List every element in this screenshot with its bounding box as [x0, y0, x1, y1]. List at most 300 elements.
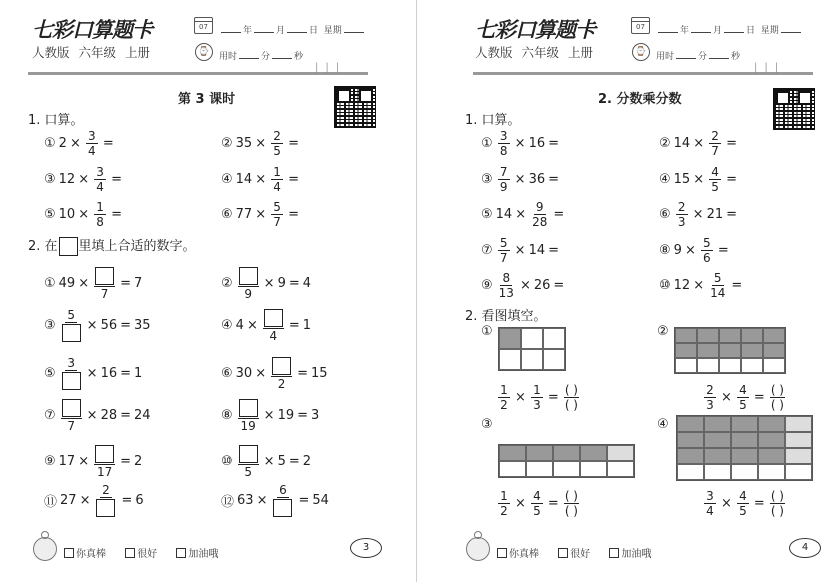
grid-cell: [758, 416, 785, 432]
denominator[interactable]: [95, 498, 116, 518]
grid-cell: [763, 328, 785, 343]
text: 19: [277, 407, 295, 423]
operator: =: [120, 453, 132, 469]
answer-fraction[interactable]: [564, 383, 579, 412]
calc-item: [221, 197, 302, 231]
text: ①: [44, 275, 56, 291]
numerator: 5: [65, 308, 77, 323]
calendar-icon: 07: [631, 17, 650, 34]
fraction: [86, 129, 98, 158]
numerator: 3: [86, 129, 98, 144]
operator: ×: [514, 135, 526, 151]
operator: =: [297, 407, 309, 423]
numerator: 1: [531, 383, 543, 398]
text: ④: [221, 171, 233, 187]
fraction: [94, 200, 106, 229]
denominator: 8: [96, 214, 104, 229]
operator: ×: [263, 407, 275, 423]
mascot-icon: [33, 537, 57, 561]
operator: ×: [86, 317, 98, 333]
denominator: 7: [499, 250, 508, 265]
answer-box[interactable]: [272, 357, 291, 375]
text: ③: [44, 171, 56, 187]
grid-cell: [785, 464, 812, 480]
grid-cell: [785, 448, 812, 464]
operator: ×: [246, 317, 258, 333]
fraction: [238, 398, 259, 433]
text: 5: [277, 453, 286, 469]
text: 24: [134, 407, 151, 423]
text: 21: [706, 206, 724, 222]
calc-item: [44, 162, 125, 196]
figure-equation: [496, 486, 581, 520]
text: ⑦: [44, 407, 56, 423]
fill-item: [44, 305, 151, 345]
grid-cell: [499, 328, 521, 349]
fraction: [498, 165, 510, 194]
area-model-grid: [676, 415, 813, 481]
numerator[interactable]: [238, 444, 259, 465]
grid-cell: [543, 349, 565, 370]
clock-icon: ⌚: [195, 43, 213, 61]
grid-cell: [543, 328, 565, 349]
denominator[interactable]: ( ): [564, 397, 578, 412]
text: 14: [528, 242, 546, 258]
answer-box[interactable]: [239, 267, 258, 285]
denominator: 7: [100, 286, 109, 301]
numerator: 2: [709, 129, 721, 144]
grid-cell: [677, 432, 704, 448]
grid-cell: [785, 432, 812, 448]
numerator: 2: [100, 483, 112, 498]
numerator: 6: [277, 483, 289, 498]
fraction: [61, 308, 82, 343]
denominator: 3: [677, 214, 686, 229]
self-rating[interactable]: 你真棒 很好 加油哦: [497, 545, 667, 560]
operator: =: [120, 407, 132, 423]
denominator: 3: [533, 397, 541, 412]
text: ⑩: [659, 277, 671, 293]
denominator: 5: [739, 397, 747, 412]
operator: =: [288, 135, 300, 151]
denominator: 14: [710, 285, 726, 300]
fraction: [94, 266, 115, 301]
fraction: [709, 271, 726, 300]
numerator[interactable]: ( ): [770, 488, 784, 503]
numerator: 7: [498, 165, 510, 180]
grid-cell: [731, 464, 758, 480]
operator: ×: [69, 135, 81, 151]
grid-cell: [580, 445, 607, 461]
numerator[interactable]: [94, 444, 115, 465]
fraction: [61, 356, 82, 391]
page-number: 4: [789, 538, 821, 558]
fraction: [498, 383, 510, 412]
qr-code[interactable]: [773, 88, 815, 130]
text: 30: [235, 365, 253, 381]
text: 14: [495, 206, 513, 222]
calc-item: [44, 126, 117, 160]
time-line[interactable]: 用时 分 秒: [656, 52, 741, 62]
denominator[interactable]: [272, 498, 293, 518]
denominator: 9: [244, 286, 252, 301]
denominator: 4: [88, 143, 96, 158]
text: ⑩: [221, 453, 233, 469]
text: 12: [673, 277, 691, 293]
operator: =: [731, 277, 743, 293]
denominator: 5: [533, 503, 541, 518]
numerator[interactable]: ( ): [564, 382, 578, 397]
fraction: [498, 129, 510, 158]
figure-equation: [702, 486, 787, 520]
text: 3: [311, 407, 320, 423]
operator: =: [753, 389, 765, 405]
fraction: [498, 489, 510, 518]
numerator: 2: [271, 129, 283, 144]
answer-box[interactable]: [96, 499, 115, 517]
operator: =: [102, 135, 114, 151]
numerator: 1: [498, 489, 510, 504]
operator: =: [553, 206, 565, 222]
denominator: 5: [739, 503, 747, 518]
figure-number: ②: [657, 323, 669, 339]
numerator[interactable]: [61, 398, 82, 419]
grid-cell: [719, 358, 741, 373]
operator: ×: [79, 492, 91, 508]
text: ⑤: [44, 365, 56, 381]
operator: ×: [684, 242, 696, 258]
numerator: 8: [500, 271, 512, 286]
right-page: [417, 0, 833, 582]
q1-label: 1. 口算。: [28, 113, 84, 128]
numerator: 4: [737, 489, 749, 504]
grid-cell: [499, 461, 526, 477]
denominator: 5: [244, 464, 252, 479]
text: ⑧: [659, 242, 671, 258]
answer-box[interactable]: [239, 445, 258, 463]
fraction: [701, 236, 713, 265]
text: 4: [235, 317, 244, 333]
operator: ×: [78, 453, 90, 469]
text: 56: [100, 317, 118, 333]
fraction: [272, 483, 293, 518]
fraction: [271, 165, 283, 194]
fraction: [61, 398, 82, 433]
text: ⑧: [221, 407, 233, 423]
denominator: 2: [277, 376, 286, 391]
numerator: 1: [498, 383, 510, 398]
text: 6: [135, 492, 144, 508]
operator: =: [547, 389, 559, 405]
fill-item: [44, 395, 151, 435]
text: 49: [58, 275, 76, 291]
fill-item: [221, 441, 311, 481]
grid-cell: [704, 432, 731, 448]
answer-box[interactable]: [62, 399, 81, 417]
calc-item: [481, 233, 562, 267]
operator: ×: [693, 277, 705, 293]
operator: =: [717, 242, 729, 258]
grid-cell: [607, 445, 634, 461]
text: ⑦: [481, 242, 493, 258]
text: ①: [481, 135, 493, 151]
grid-cell: [719, 343, 741, 358]
fraction: [271, 356, 292, 391]
operator: =: [726, 171, 738, 187]
numerator: 5: [271, 200, 283, 215]
fill-item: [44, 441, 142, 481]
answer-box[interactable]: [62, 372, 81, 390]
operator: ×: [78, 275, 90, 291]
operator: =: [288, 453, 300, 469]
fraction: [238, 266, 259, 301]
figure-number: ①: [481, 323, 493, 339]
text: 14: [235, 171, 253, 187]
operator: ×: [721, 495, 732, 511]
answer-box[interactable]: [264, 309, 283, 327]
text: ⑤: [481, 206, 493, 222]
numerator: 1: [271, 165, 283, 180]
grid-cell: [785, 416, 812, 432]
numerator[interactable]: [271, 356, 292, 377]
answer-box[interactable]: [95, 267, 114, 285]
denominator: 4: [96, 179, 104, 194]
grid-cell: [704, 448, 731, 464]
text: 2: [134, 453, 143, 469]
mascot-icon: [466, 537, 490, 561]
denominator[interactable]: ( ): [770, 503, 784, 518]
denominator: 7: [273, 214, 281, 229]
grid-cell: [731, 448, 758, 464]
calc-item: [659, 126, 740, 160]
figure-number: ③: [481, 416, 493, 432]
grid-cell: [758, 464, 785, 480]
grid-cell: [763, 358, 785, 373]
fill-item: [221, 305, 311, 345]
grid-cell: [704, 416, 731, 432]
calc-item: [659, 162, 740, 196]
grid-cell: [731, 432, 758, 448]
denominator: 5: [273, 143, 281, 158]
operator: ×: [78, 171, 90, 187]
operator: ×: [693, 171, 705, 187]
text: ①: [44, 135, 56, 151]
text: 27: [60, 492, 77, 508]
fraction: [676, 200, 688, 229]
operator: =: [120, 275, 132, 291]
numerator[interactable]: [263, 308, 284, 329]
page-title: 2. 分数乘分数: [598, 92, 682, 107]
numerator: 5: [712, 271, 724, 286]
operator: ×: [255, 206, 267, 222]
text: 2: [58, 135, 67, 151]
operator: =: [120, 365, 132, 381]
header-ticks: │││: [314, 64, 346, 74]
text: 1: [302, 317, 312, 333]
fraction: [498, 271, 515, 300]
grid-cell: [675, 343, 697, 358]
grid-cell: [677, 448, 704, 464]
operator: =: [120, 317, 132, 333]
operator: =: [553, 277, 565, 293]
grid-cell: [677, 416, 704, 432]
fraction: [94, 444, 115, 479]
text: ⑤: [44, 206, 56, 222]
fill-item: [44, 480, 144, 520]
text: 9: [673, 242, 682, 258]
operator: ×: [255, 135, 267, 151]
text: 77: [235, 206, 253, 222]
text: 26: [533, 277, 551, 293]
denominator: 3: [706, 397, 714, 412]
fraction: [531, 200, 548, 229]
fill-item: [44, 353, 142, 393]
edition-line: 人教版 六年级 上册: [475, 45, 594, 60]
denominator: 9: [499, 179, 508, 194]
numerator: 3: [704, 489, 716, 504]
text: ⑫: [221, 494, 235, 510]
grid-cell: [731, 416, 758, 432]
grid-cell: [697, 328, 719, 343]
numerator[interactable]: ( ): [770, 382, 784, 397]
text: ②: [659, 135, 671, 151]
answer-box[interactable]: [273, 499, 292, 517]
fraction: [238, 444, 259, 479]
denominator: 8: [499, 143, 508, 158]
numerator[interactable]: ( ): [564, 488, 578, 503]
grid-cell: [741, 358, 763, 373]
grid-cell: [526, 445, 553, 461]
text: ②: [221, 275, 233, 291]
denominator[interactable]: ( ): [770, 397, 784, 412]
numerator: 5: [498, 236, 510, 251]
operator: ×: [721, 389, 732, 405]
denominator: 2: [500, 397, 508, 412]
text: 35: [134, 317, 151, 333]
calc-item: [481, 162, 562, 196]
answer-fraction[interactable]: [770, 383, 785, 412]
numerator: 1: [94, 200, 106, 215]
numerator[interactable]: [238, 398, 259, 419]
self-rating[interactable]: 你真棒 很好 加油哦: [64, 545, 234, 560]
text: 28: [100, 407, 118, 423]
operator: =: [297, 365, 309, 381]
operator: ×: [86, 365, 98, 381]
fraction: [709, 165, 721, 194]
numerator[interactable]: [94, 266, 115, 287]
operator: ×: [692, 206, 704, 222]
text: ⑥: [659, 206, 671, 222]
text: ③: [481, 171, 493, 187]
denominator[interactable]: [61, 371, 82, 391]
grid-cell: [677, 464, 704, 480]
text: ⑪: [44, 494, 58, 510]
time-line[interactable]: 用时 分 秒: [219, 52, 304, 62]
text: ④: [221, 317, 233, 333]
fraction: [531, 383, 543, 412]
operator: =: [288, 171, 300, 187]
text: 16: [100, 365, 118, 381]
numerator: 2: [676, 200, 688, 215]
figure-number: ④: [657, 416, 669, 432]
answer-box[interactable]: [95, 445, 114, 463]
operator: =: [726, 206, 738, 222]
date-line[interactable]: 年 月 日 星期: [656, 23, 803, 36]
grid-cell: [741, 328, 763, 343]
grid-cell: [741, 343, 763, 358]
text: 7: [134, 275, 143, 291]
text: 9: [277, 275, 286, 291]
grid-cell: [521, 349, 543, 370]
brand-title: 七彩口算题卡: [32, 18, 152, 42]
denominator: 7: [711, 143, 719, 158]
fraction: [271, 129, 283, 158]
text: 36: [528, 171, 546, 187]
denominator: 2: [500, 503, 508, 518]
answer-box[interactable]: [62, 324, 81, 342]
numerator: 9: [534, 200, 546, 215]
brand-title: 七彩口算题卡: [475, 18, 595, 42]
numerator: 4: [531, 489, 543, 504]
page-title: 第 3 课时: [178, 92, 236, 107]
operator: =: [111, 206, 123, 222]
fraction: [263, 308, 284, 343]
grid-cell: [553, 445, 580, 461]
operator: =: [548, 171, 560, 187]
denominator: 5: [711, 179, 719, 194]
denominator[interactable]: [61, 323, 82, 343]
answer-fraction[interactable]: [564, 489, 579, 518]
text: 14: [673, 135, 691, 151]
q2-label: 2. 在 里填上合适的数字。: [28, 239, 196, 254]
grid-cell: [499, 445, 526, 461]
operator: =: [298, 492, 310, 508]
edition-line: 人教版 六年级 上册: [32, 45, 151, 60]
figure-equation: [496, 380, 581, 414]
operator: ×: [86, 407, 98, 423]
numerator[interactable]: [238, 266, 259, 287]
answer-fraction[interactable]: [770, 489, 785, 518]
grid-cell: [758, 432, 785, 448]
calc-item: [659, 233, 732, 267]
grid-cell: [697, 343, 719, 358]
numerator: 3: [94, 165, 106, 180]
calc-item: [659, 268, 745, 302]
fraction: [709, 129, 721, 158]
q1-label: 1. 口算。: [465, 113, 521, 128]
date-line[interactable]: 年 月 日 星期: [219, 23, 366, 36]
text: ④: [659, 171, 671, 187]
calc-item: [659, 197, 740, 231]
grid-cell: [607, 461, 634, 477]
text: ②: [221, 135, 233, 151]
denominator: 4: [273, 179, 281, 194]
text: ③: [44, 317, 56, 333]
fill-item: [221, 353, 328, 393]
text: 17: [58, 453, 76, 469]
operator: ×: [693, 135, 705, 151]
grid-cell: [697, 358, 719, 373]
denominator[interactable]: ( ): [564, 503, 578, 518]
denominator: 19: [240, 418, 256, 433]
text: ⑨: [481, 277, 493, 293]
operator: ×: [519, 277, 531, 293]
answer-box[interactable]: [239, 399, 258, 417]
operator: ×: [255, 365, 267, 381]
area-model-grid: [674, 327, 786, 374]
qr-code[interactable]: [334, 86, 376, 128]
fraction: [704, 489, 716, 518]
